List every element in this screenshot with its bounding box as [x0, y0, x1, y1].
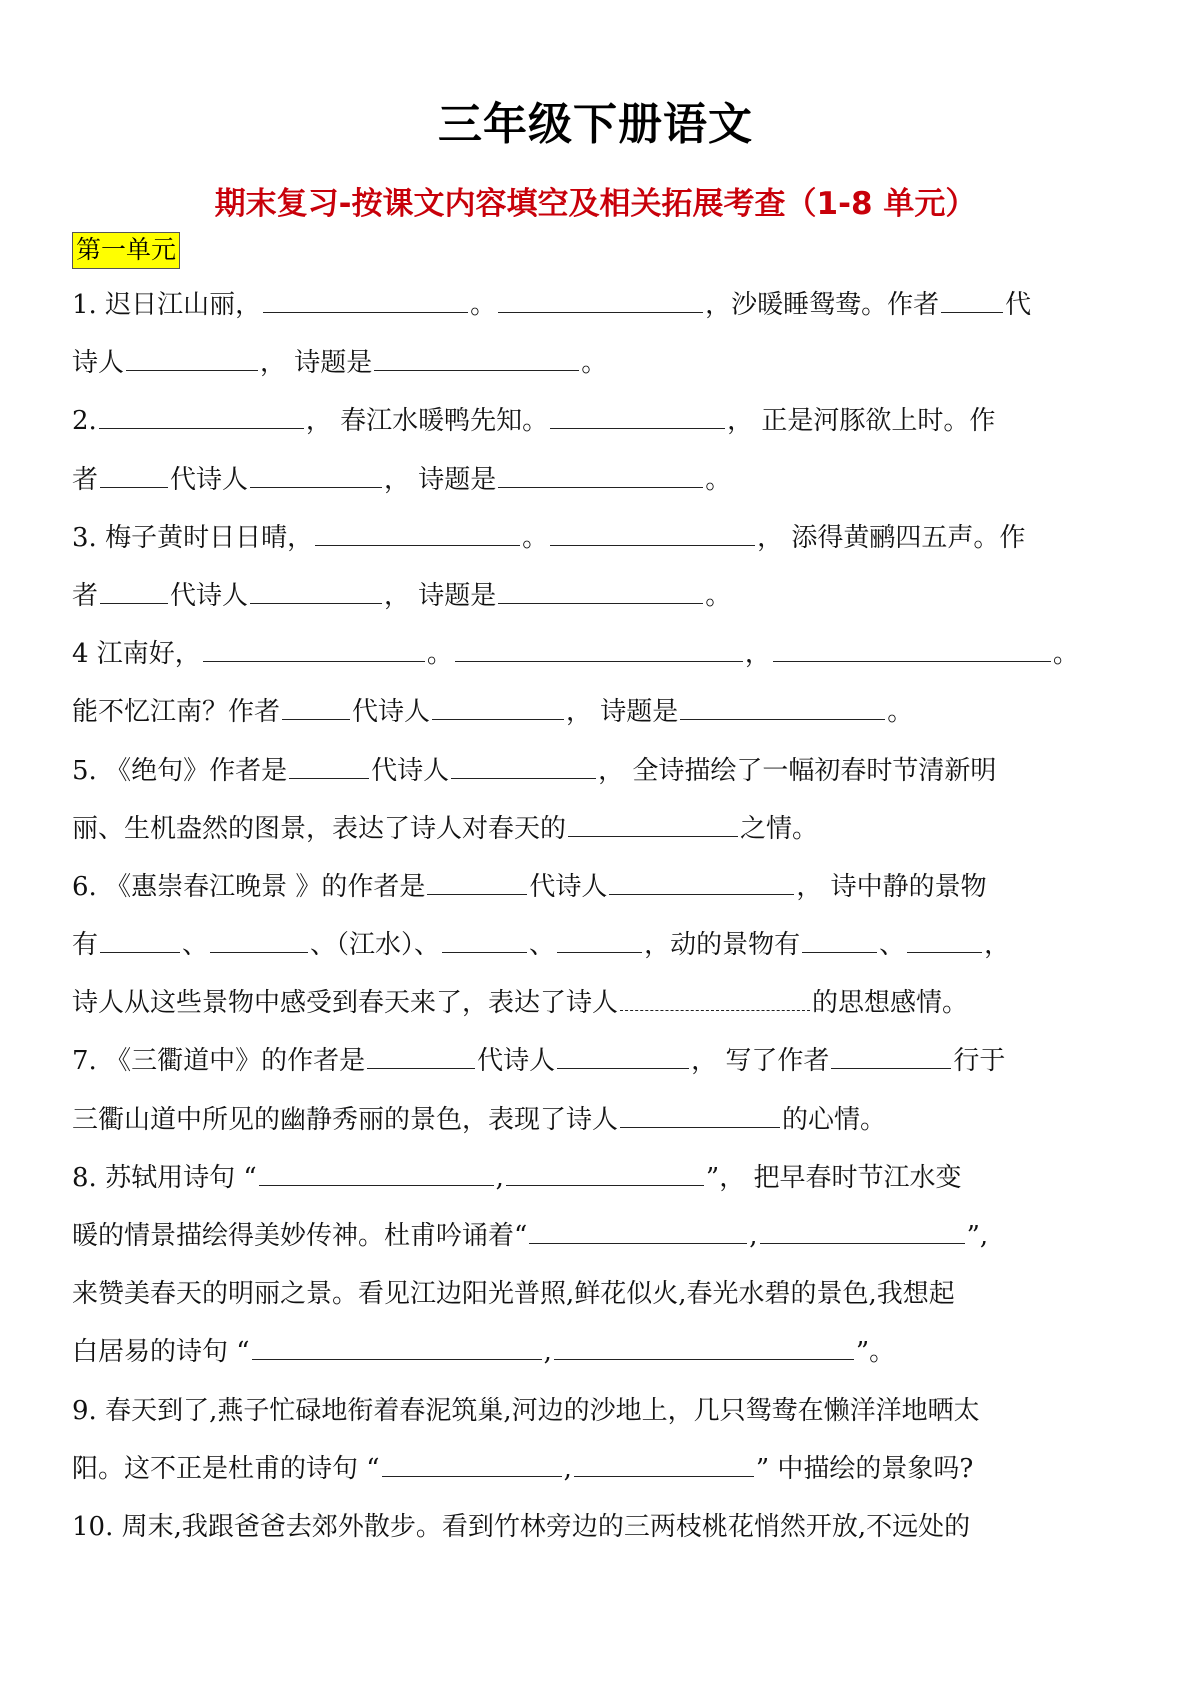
fill-in-blank[interactable] [455, 637, 743, 662]
question-text: 3. 梅子黄时日日晴， [72, 522, 314, 553]
question-line [72, 1274, 1132, 1332]
question-text: 、（江水）、 [310, 930, 441, 961]
fill-in-blank[interactable] [802, 928, 877, 953]
fill-in-blank[interactable] [498, 463, 703, 488]
question-text: 暖的情景描绘得美妙传神。杜甫吟诵着“ [72, 1221, 528, 1251]
question-text: ” 中描绘的景象吗? [755, 1453, 974, 1484]
fill-in-blank[interactable] [498, 288, 703, 313]
question-line [72, 285, 1132, 343]
section-label-unit-1: 第一单元 [72, 232, 180, 269]
fill-in-blank[interactable] [315, 521, 520, 546]
question-text: 丽、生机盎然的图景，表达了诗人对春天的 [72, 813, 567, 844]
fill-in-blank[interactable] [831, 1044, 951, 1069]
question-line [72, 925, 1132, 983]
fill-in-blank[interactable] [557, 1044, 689, 1069]
fill-in-blank[interactable] [282, 695, 350, 720]
question-text: 。 [705, 580, 732, 611]
question-text: , [495, 1162, 504, 1193]
question-line [72, 692, 1132, 750]
question-text: 7. 《三衢道中》的作者是 [72, 1046, 366, 1077]
fill-in-blank[interactable] [374, 346, 579, 371]
question-text: ， 全诗描绘了一幅初春时节清新明 [598, 755, 997, 786]
question-text: 8. 苏轼用诗句 “ [72, 1162, 257, 1193]
question-text: 代 [1005, 290, 1032, 320]
fill-in-blank[interactable] [907, 928, 982, 953]
fill-in-blank[interactable] [289, 754, 369, 779]
question-text: ， [744, 639, 771, 670]
question-line [72, 576, 1132, 634]
question-line [72, 401, 1132, 459]
question-text: 。 [470, 290, 497, 320]
question-line [72, 1041, 1132, 1099]
question-text: ， 诗题是 [260, 348, 373, 379]
page-title: 三年级下册语文 [438, 99, 753, 150]
question-text: ”， 把早春时节江水变 [705, 1162, 962, 1193]
fill-in-blank[interactable] [126, 346, 258, 371]
question-line [72, 1507, 1132, 1565]
fill-in-blank[interactable] [620, 986, 810, 1011]
question-text: ”。 [855, 1337, 896, 1368]
question-text: 代诗人 [477, 1046, 556, 1077]
question-text: 能不忆江南？作者 [72, 697, 281, 728]
question-text: 白居易的诗句 “ [72, 1337, 250, 1368]
question-text: 。 [581, 348, 608, 379]
fill-in-blank[interactable] [574, 1452, 754, 1477]
fill-in-blank[interactable] [550, 521, 755, 546]
question-lines [72, 285, 1132, 1565]
question-text: ， 添得黄鹂四五声。作 [757, 522, 1026, 553]
question-text: 2. [72, 406, 97, 437]
fill-in-blank[interactable] [432, 695, 564, 720]
fill-in-blank[interactable] [210, 928, 308, 953]
question-text: ， 诗题是 [384, 464, 497, 495]
question-text: ， [984, 930, 1011, 961]
question-line [72, 1100, 1132, 1158]
question-text: 、 [879, 930, 906, 961]
question-line [72, 518, 1132, 576]
fill-in-blank[interactable] [498, 579, 703, 604]
question-text: 诗人 [72, 348, 125, 379]
question-line [72, 983, 1132, 1041]
question-text: 之情。 [740, 813, 819, 844]
question-line [72, 809, 1132, 867]
question-text: 三衢山道中所见的幽静秀丽的景色，表现了诗人 [72, 1104, 619, 1135]
question-text: 者 [72, 464, 99, 495]
question-text: 、 [182, 930, 209, 961]
question-text: 者 [72, 580, 99, 611]
fill-in-blank[interactable] [557, 928, 642, 953]
fill-in-blank[interactable] [263, 288, 468, 313]
fill-in-blank[interactable] [609, 870, 794, 895]
question-text: ， 诗题是 [384, 580, 497, 611]
fill-in-blank[interactable] [568, 812, 738, 837]
question-text: 有 [72, 930, 99, 961]
fill-in-blank[interactable] [529, 1219, 747, 1244]
fill-in-blank[interactable] [941, 288, 1003, 313]
question-text: 。 [1052, 639, 1079, 670]
question-text: 6. 《惠崇春江晚景 》的作者是 [72, 871, 426, 902]
fill-in-blank[interactable] [773, 637, 1051, 662]
fill-in-blank[interactable] [100, 928, 180, 953]
question-text: ， 诗题是 [566, 697, 679, 728]
fill-in-blank[interactable] [442, 928, 527, 953]
question-text: 诗人从这些景物中感受到春天来了，表达了诗人 [72, 988, 619, 1019]
question-text: ， 诗中静的景物 [796, 871, 987, 902]
fill-in-blank[interactable] [427, 870, 527, 895]
fill-in-blank[interactable] [250, 463, 382, 488]
fill-in-blank[interactable] [367, 1044, 475, 1069]
question-text: ，沙暖睡鸳鸯。作者 [705, 290, 940, 320]
fill-in-blank[interactable] [99, 404, 304, 429]
question-text: 代诗人 [170, 580, 249, 611]
question-text: 。 [522, 522, 549, 553]
question-text: 4 江南好， [72, 639, 201, 670]
fill-in-blank[interactable] [100, 579, 168, 604]
question-text: ”, [966, 1221, 989, 1251]
question-line [72, 1216, 1132, 1274]
fill-in-blank[interactable] [250, 579, 382, 604]
question-text: 代诗人 [352, 697, 431, 728]
question-line [72, 1449, 1132, 1507]
question-text: 5. 《绝句》作者是 [72, 755, 288, 786]
question-text: 。 [887, 697, 914, 728]
question-line [72, 867, 1132, 925]
question-line [72, 460, 1132, 518]
fill-in-blank[interactable] [680, 695, 885, 720]
question-text: ， 写了作者 [691, 1046, 830, 1077]
question-text: 、 [529, 930, 556, 961]
question-line [72, 1332, 1132, 1390]
question-text: 。 [426, 639, 453, 670]
question-line [72, 1391, 1132, 1449]
fill-in-blank[interactable] [554, 1335, 854, 1360]
question-text: , [563, 1453, 572, 1484]
question-text: , [749, 1221, 758, 1251]
question-text: 行于 [953, 1046, 1006, 1077]
fill-in-blank[interactable] [506, 1161, 704, 1186]
fill-in-blank[interactable] [451, 754, 596, 779]
question-line [72, 634, 1132, 692]
question-text: 1. 迟日江山丽， [72, 290, 262, 320]
question-text: ， 正是河豚欲上时。作 [727, 406, 996, 437]
question-text: 10. 周末,我跟爸爸去郊外散步。看到竹林旁边的三两枝桃花悄然开放,不远处的 [72, 1511, 971, 1542]
question-line [72, 343, 1132, 401]
fill-in-blank[interactable] [550, 404, 725, 429]
fill-in-blank[interactable] [203, 637, 425, 662]
question-text: ，动的景物有 [644, 930, 801, 961]
question-text: 代诗人 [529, 871, 608, 902]
fill-in-blank[interactable] [620, 1103, 780, 1128]
fill-in-blank[interactable] [252, 1335, 542, 1360]
fill-in-blank[interactable] [760, 1219, 965, 1244]
question-text: 阳。这不正是杜甫的诗句 “ [72, 1453, 380, 1484]
question-text: 。 [705, 464, 732, 495]
fill-in-blank[interactable] [382, 1452, 562, 1477]
fill-in-blank[interactable] [100, 463, 168, 488]
question-line [72, 751, 1132, 809]
page-subtitle: 期末复习-按课文内容填空及相关拓展考查（1-8 单元） [214, 186, 977, 222]
question-text: ， 春江水暖鸭先知。 [305, 406, 549, 437]
question-text: 来赞美春天的明丽之景。看见江边阳光普照,鲜花似火,春光水碧的景色,我想起 [72, 1279, 955, 1310]
question-text: 代诗人 [170, 464, 249, 495]
fill-in-blank[interactable] [259, 1161, 494, 1186]
question-line [72, 1158, 1132, 1216]
question-text: 代诗人 [371, 755, 450, 786]
question-text: 的思想感情。 [812, 988, 969, 1019]
question-text: 9. 春天到了,燕子忙碌地衔着春泥筑巢,河边的沙地上，几只鸳鸯在懒洋洋地晒太 [72, 1395, 980, 1426]
question-text: 的心情。 [782, 1104, 887, 1135]
question-text: , [543, 1337, 552, 1368]
